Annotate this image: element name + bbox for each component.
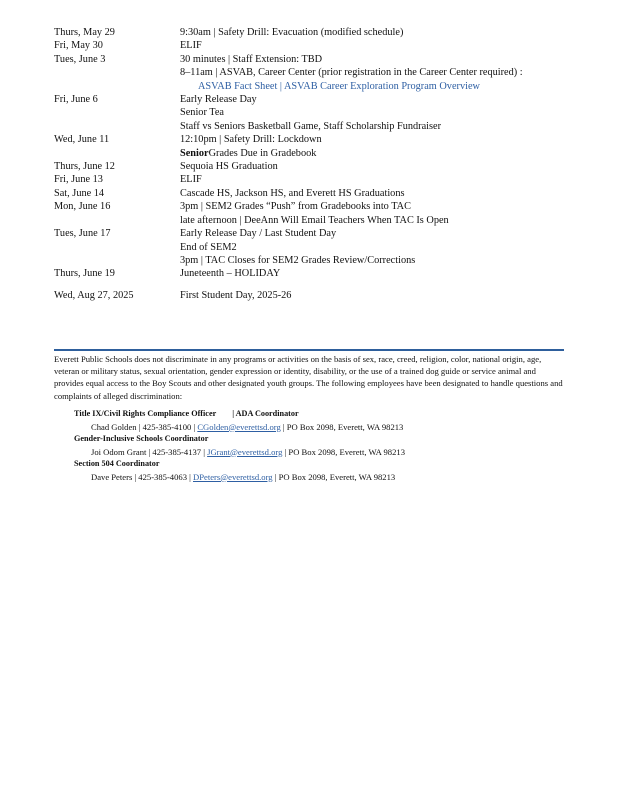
contact-name-phone: Joi Odom Grant | 425-385-4137 | [91, 446, 208, 457]
schedule-row-final [54, 289, 574, 302]
contact-title-text: Gender-Inclusive Schools Coordinator [74, 434, 209, 443]
contact-title [54, 408, 566, 421]
grades-due-text: Grades Due in Gradebook [208, 147, 317, 159]
contact-name-phone: Dave Peters | 425-385-4063 | [91, 471, 194, 482]
schedule-row [54, 187, 574, 200]
schedule-row [54, 267, 574, 280]
schedule-section [54, 26, 574, 302]
schedule-date: Tues, June 17 [54, 228, 111, 240]
schedule-item [180, 147, 574, 160]
schedule-date: Sat, June 14 [54, 187, 105, 199]
schedule-row [54, 93, 574, 133]
asvab-overview-link[interactable]: ASVAB Career Exploration Program Overview [283, 80, 480, 92]
contact-title [54, 433, 566, 446]
email-link[interactable]: JGrant@everettsd.org [207, 446, 283, 457]
schedule-item: Early Release Day / Last Student Day [180, 228, 337, 240]
spacer [54, 281, 574, 289]
divider-rule [54, 349, 564, 351]
schedule-date: Tues, June 3 [54, 53, 106, 65]
schedule-item: End of SEM2 [180, 241, 237, 253]
schedule-item: 8–11am | ASVAB, Career Center (prior registration in the Career Center required) : [180, 67, 523, 79]
contact-address: | PO Box 2098, Everett, WA 98213 [272, 471, 396, 482]
schedule-item: late afternoon | DeeAnn Will Email Teachers When TAC Is Open [180, 214, 449, 226]
asvab-fact-sheet-link[interactable]: ASVAB Fact Sheet [198, 80, 278, 92]
nondiscrimination-notice: Everett Public Schools does not discriminate in any programs or activities on the basis of sex, race, creed, religion, color, national origin, age, veteran or military status, sexual orientation, gender expression or identity, disability, or the use of a trained dog guide or service animal and provides equal access to the Boy Scouts and other designated youth groups. The following employees have been designated to handle questions and complaints of alleged discrimination: [54, 354, 563, 401]
schedule-item: ELIF [180, 40, 202, 52]
schedule-row [54, 200, 574, 227]
email-link[interactable]: CGolden@everettsd.org [197, 421, 281, 432]
schedule-date: Mon, June 16 [54, 201, 111, 213]
schedule-date: Thurs, May 29 [54, 27, 115, 38]
schedule-row [54, 133, 574, 160]
contact-address: | PO Box 2098, Everett, WA 98213 [280, 421, 404, 432]
email-link[interactable]: DPeters@everettsd.org [193, 471, 273, 482]
schedule-item: First Student Day, 2025-26 [180, 289, 292, 301]
schedule-date: Fri, May 30 [54, 40, 103, 52]
contact-title-secondary: | ADA Coordinator [232, 409, 299, 418]
contact-address: | PO Box 2098, Everett, WA 98213 [282, 446, 405, 457]
schedule-date: Fri, June 13 [54, 174, 103, 186]
contact-details [54, 421, 566, 434]
schedule-item: Staff vs Seniors Basketball Game, Staff Scholarship Fundraiser [180, 120, 442, 132]
senior-bold-label: Senior [180, 147, 209, 159]
contact-title [54, 458, 566, 471]
schedule-date: Thurs, June 19 [54, 268, 115, 280]
schedule-date: Thurs, June 12 [54, 161, 115, 173]
schedule-date: Fri, June 6 [54, 94, 98, 106]
schedule-item: 3pm | TAC Closes for SEM2 Grades Review/Corrections [180, 254, 416, 266]
schedule-row [54, 53, 574, 93]
contacts-section [54, 408, 566, 483]
schedule-item: Early Release Day [180, 94, 257, 106]
schedule-item: Juneteenth – HOLIDAY [180, 268, 281, 280]
schedule-row [54, 160, 574, 173]
schedule-row [54, 39, 574, 52]
link-separator: | [277, 80, 284, 92]
schedule-item: Sequoia HS Graduation [180, 161, 278, 173]
contact-name-phone: Chad Golden | 425-385-4100 | [91, 421, 198, 432]
schedule-row [54, 227, 574, 267]
schedule-date: Wed, June 11 [54, 134, 110, 146]
schedule-item: Senior Tea [180, 107, 224, 119]
schedule-row [54, 26, 574, 39]
schedule-item: 12:10pm | Safety Drill: Lockdown [180, 134, 322, 146]
asvab-links [180, 80, 574, 93]
schedule-item: Cascade HS, Jackson HS, and Everett HS Graduations [180, 187, 405, 199]
schedule-item: 30 minutes | Staff Extension: TBD [180, 53, 323, 65]
contact-title-text: Section 504 Coordinator [74, 459, 160, 468]
schedule-row [54, 173, 574, 186]
schedule-date: Wed, Aug 27, 2025 [54, 289, 134, 301]
schedule-item: ELIF [180, 174, 202, 186]
contact-title-text: Title IX/Civil Rights Compliance Officer [74, 409, 217, 418]
contact-details [54, 471, 566, 484]
schedule-item: 3pm | SEM2 Grades “Push” from Gradebooks into TAC [180, 201, 411, 213]
schedule-item: 9:30am | Safety Drill: Evacuation (modified schedule) [180, 27, 404, 38]
contact-details [54, 446, 566, 459]
